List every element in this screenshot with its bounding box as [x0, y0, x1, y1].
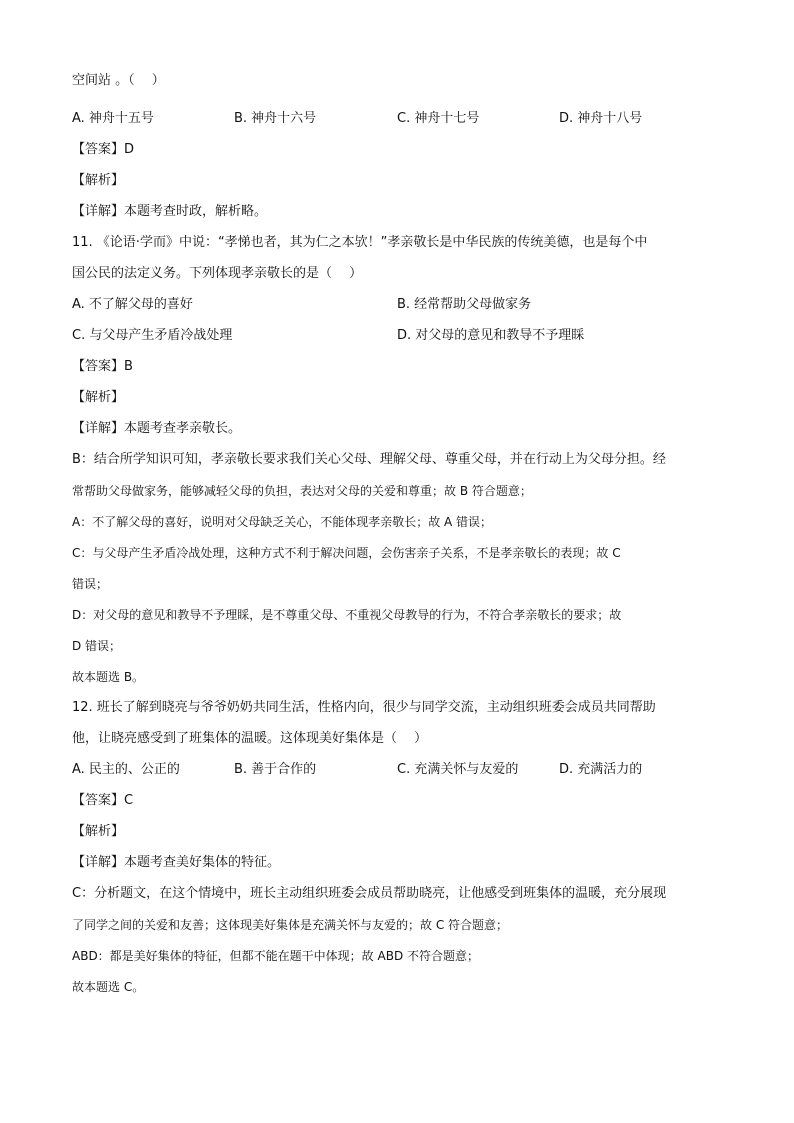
q12-option-a: A. 民主的、公正的: [72, 762, 180, 777]
q12-stem-line1: 12. 班长了解到晓亮与爷爷奶奶共同生活，性格内向，很少与同学交流，主动组织班委会成员共同帮助: [72, 700, 656, 715]
q12-conclusion: 故本题选 C。: [72, 980, 145, 994]
q10-analysis-label: 【解析】: [72, 173, 125, 188]
q11-stem-line2: 国公民的法定义务。下列体现孝亲敬长的是（ ）: [72, 266, 363, 281]
q11-explanation-b-line2: 常帮助父母做家务，能够减轻父母的负担，表达对父母的关爱和尊重；故 B 符合题意；: [72, 484, 532, 498]
q12-answer: 【答案】C: [72, 793, 134, 808]
q12-stem-line2: 他，让晓亮感受到了班集体的温暖。这体现美好集体是（ ）: [72, 731, 428, 746]
q11-explanation-c-line2: 错误；: [72, 577, 109, 591]
q11-explanation-d-line2: D 错误；: [72, 639, 122, 653]
q12-option-c: C. 充满关怀与友爱的: [397, 762, 519, 777]
q11-analysis-label: 【解析】: [72, 390, 125, 405]
q10-option-a: A. 神舟十五号: [72, 111, 154, 126]
q11-answer: 【答案】B: [72, 359, 133, 374]
q11-conclusion: 故本题选 B。: [72, 670, 145, 684]
q10-option-b: B. 神舟十六号: [234, 111, 317, 126]
q12-explanation-abd: ABD：都是美好集体的特征，但都不能在题干中体现；故 ABD 不符合题意；: [72, 949, 479, 963]
q10-answer: 【答案】D: [72, 142, 135, 157]
q10-stem-tail: 空间站 。（ ）: [72, 73, 165, 88]
q12-analysis-label: 【解析】: [72, 824, 125, 839]
q11-explanation-b-line1: B：结合所学知识可知，孝亲敬长要求我们关心父母、理解父母、尊重父母，并在行动上为父母分担。经: [72, 452, 666, 467]
q10-detail: 【详解】本题考查时政，解析略。: [72, 204, 268, 219]
q11-option-a: A. 不了解父母的喜好: [72, 297, 193, 312]
q10-option-d: D. 神舟十八号: [559, 111, 643, 126]
q12-detail: 【详解】本题考查美好集体的特征。: [72, 855, 281, 870]
q11-option-c: C. 与父母产生矛盾冷战处理: [72, 328, 233, 343]
q11-explanation-d-line1: D：对父母的意见和教导不予理睬，是不尊重父母、不重视父母教导的行为，不符合孝亲敬长的要求；故: [72, 608, 622, 622]
q11-detail: 【详解】本题考查孝亲敬长。: [72, 421, 242, 436]
q11-explanation-c-line1: C：与父母产生矛盾冷战处理，这种方式不利于解决问题，会伤害亲子关系，不是孝亲敬长的表现；故 C: [72, 546, 621, 560]
q11-stem-line1: 11. 《论语·学而》中说：“孝悌也者，其为仁之本欤！”孝亲敬长是中华民族的传统美德，也是每个中: [72, 235, 648, 250]
q11-option-b: B. 经常帮助父母做家务: [397, 297, 532, 312]
q11-explanation-a: A：不了解父母的喜好，说明对父母缺乏关心，不能体现孝亲敬长；故 A 错误；: [72, 515, 493, 529]
q10-option-c: C. 神舟十七号: [397, 111, 480, 126]
q12-option-d: D. 充满活力的: [559, 762, 643, 777]
q12-option-b: B. 善于合作的: [234, 762, 317, 777]
q11-option-d: D. 对父母的意见和教导不予理睬: [397, 328, 585, 343]
q12-explanation-c-line1: C：分析题文，在这个情境中，班长主动组织班委会成员帮助晓亮，让他感受到班集体的温暖，充分展现: [72, 886, 667, 901]
q12-explanation-c-line2: 了同学之间的关爱和友善；这体现美好集体是充满关怀与友爱的；故 C 符合题意；: [72, 918, 509, 932]
